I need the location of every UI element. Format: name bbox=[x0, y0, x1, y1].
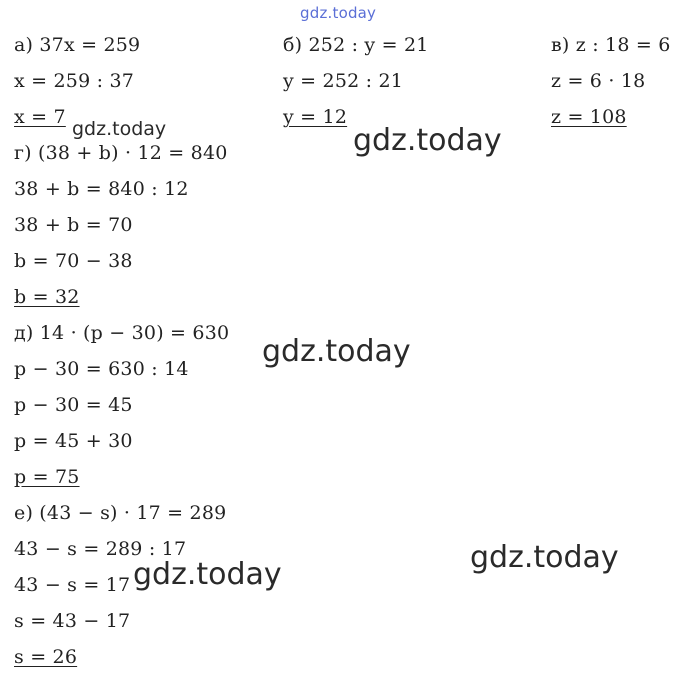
equation-d-4: p = 45 + 30 bbox=[14, 430, 133, 452]
answer-b: y = 12 bbox=[283, 106, 348, 128]
watermark-bottom-right: gdz.today bbox=[470, 540, 619, 575]
answer-v: z = 108 bbox=[551, 106, 627, 128]
answer-e: s = 26 bbox=[14, 646, 78, 668]
equation-a-2: x = 259 : 37 bbox=[14, 70, 135, 92]
equation-d-2: p − 30 = 630 : 14 bbox=[14, 358, 189, 380]
equation-a-1: а) 37x = 259 bbox=[14, 34, 141, 56]
equation-v-2: z = 6 · 18 bbox=[551, 70, 646, 92]
equation-d-1: д) 14 · (p − 30) = 630 bbox=[14, 322, 230, 344]
equation-g-3: 38 + b = 70 bbox=[14, 214, 133, 236]
watermark-top: gdz.today bbox=[300, 4, 377, 22]
equation-g-2: 38 + b = 840 : 12 bbox=[14, 178, 189, 200]
equation-e-4: s = 43 − 17 bbox=[14, 610, 131, 632]
answer-g: b = 32 bbox=[14, 286, 80, 308]
equation-g-4: b = 70 − 38 bbox=[14, 250, 133, 272]
watermark-small: gdz.today bbox=[72, 118, 167, 140]
answer-a: x = 7 bbox=[14, 106, 66, 128]
watermark-mid-2: gdz.today bbox=[262, 334, 411, 369]
answer-d: p = 75 bbox=[14, 466, 80, 488]
equation-e-2: 43 − s = 289 : 17 bbox=[14, 538, 187, 560]
watermark-bottom-left: gdz.today bbox=[133, 557, 282, 592]
equation-b-2: y = 252 : 21 bbox=[283, 70, 404, 92]
equation-d-3: p − 30 = 45 bbox=[14, 394, 133, 416]
watermark-mid-1: gdz.today bbox=[353, 123, 502, 158]
equation-g-1: г) (38 + b) · 12 = 840 bbox=[14, 142, 228, 164]
equation-b-1: б) 252 : y = 21 bbox=[283, 34, 429, 56]
equation-e-3: 43 − s = 17 bbox=[14, 574, 131, 596]
equation-v-1: в) z : 18 = 6 bbox=[551, 34, 671, 56]
equation-e-1: е) (43 − s) · 17 = 289 bbox=[14, 502, 227, 524]
